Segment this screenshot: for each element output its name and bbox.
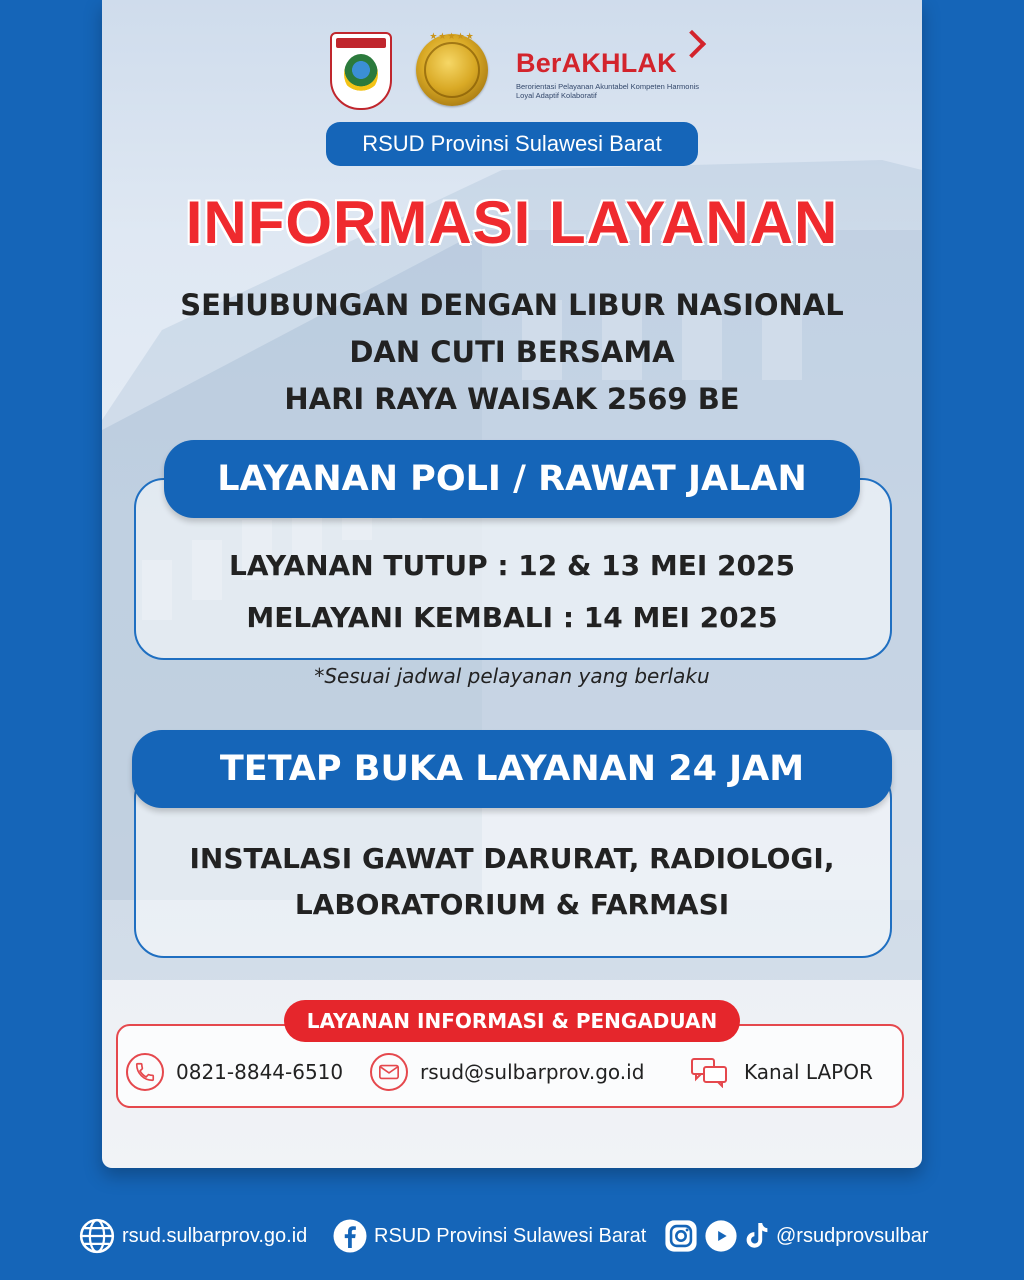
footer-website[interactable] [78,1216,307,1256]
services-line: LABORATORIUM & FARMASI [294,888,730,921]
social-handle: @rsudprovsulbar [776,1224,929,1247]
lapor-label: Kanal LAPOR [744,1060,873,1084]
chat-icon [690,1056,730,1088]
services-line: INSTALASI GAWAT DARURAT, RADIOLOGI, [189,842,835,875]
berakhlak-wordmark: BerAKHLAK [516,48,677,78]
police-emblem-logo: ★★★★★ [416,34,488,106]
contact-heading: LAYANAN INFORMASI & PENGADUAN [284,1000,740,1042]
instagram-icon [664,1219,698,1253]
page-title: INFORMASI LAYANAN [185,189,839,256]
globe-icon [78,1217,116,1255]
hospital-name-badge: RSUD Provinsi Sulawesi Barat [326,122,698,166]
schedule-note: *Sesuai jadwal pelayanan yang berlaku [314,664,710,688]
footer-facebook[interactable] [332,1216,646,1256]
contact-phone[interactable] [126,1052,343,1092]
facebook-icon [332,1218,368,1254]
contact-email[interactable] [370,1052,644,1092]
poli-schedule [102,540,922,644]
logo-row [326,30,706,112]
berakhlak-tagline: Berorientasi Pelayanan Akuntabel Kompeten Harmonis Loyal Adaptif Kolaboratif [516,82,700,100]
poli-heading: LAYANAN POLI / RAWAT JALAN [164,440,860,518]
open24-services [102,836,922,928]
subtitle-line: DAN CUTI BERSAMA [349,335,675,369]
subtitle-line: HARI RAYA WAISAK 2569 BE [284,382,740,416]
berakhlak-logo [516,34,706,108]
sulawesi-barat-logo [330,32,392,110]
tiktok-icon [744,1220,770,1252]
email-address: rsud@sulbarprov.go.id [420,1060,645,1084]
facebook-name: RSUD Provinsi Sulawesi Barat [374,1224,647,1247]
resume-date: MELAYANI KEMBALI : 14 MEI 2025 [246,601,778,634]
mail-icon [370,1053,408,1091]
poster-card [102,0,922,1168]
footer-social[interactable] [664,1216,929,1256]
phone-icon [126,1053,164,1091]
youtube-icon [704,1219,738,1253]
contact-lapor[interactable] [690,1052,873,1092]
open24-heading: TETAP BUKA LAYANAN 24 JAM [132,730,892,808]
closed-dates: LAYANAN TUTUP : 12 & 13 MEI 2025 [229,549,795,582]
berakhlak-arrow-icon [678,30,706,58]
website-url: rsud.sulbarprov.go.id [122,1224,308,1247]
announcement-subtitle [102,282,922,423]
phone-number: 0821-8844-6510 [176,1060,344,1084]
subtitle-line: SEHUBUNGAN DENGAN LIBUR NASIONAL [180,288,844,322]
